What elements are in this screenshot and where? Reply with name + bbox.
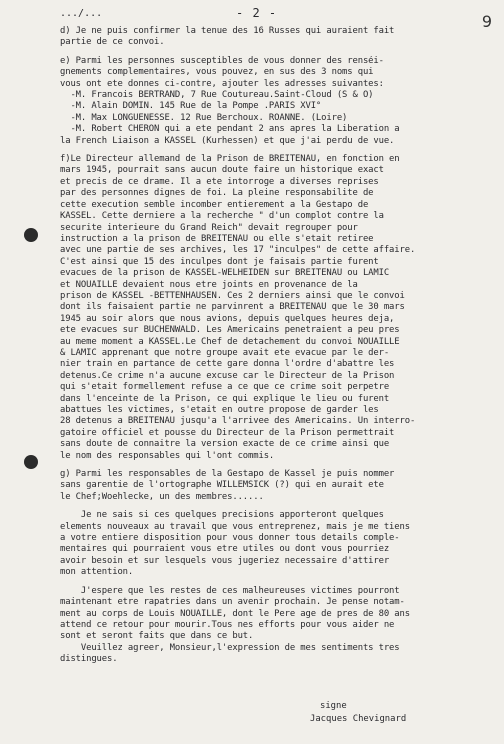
text-line: a votre entiere disposition pour vous donner tous details comple- — [60, 533, 400, 544]
text-line: sont et seront faits que dans ce but. — [60, 631, 254, 642]
text-line: le nom des responsables qui l'ont commis. — [60, 450, 275, 461]
text-line: au meme moment a KASSEL.Le Chef de detachement du convoi NOUAILLE — [60, 336, 400, 347]
text-line: instruction a la prison de BREITENAU ou elle s'etait retiree — [60, 233, 374, 244]
text-line: Veuillez agreer, Monsieur,l'expression de mes sentiments tres — [60, 642, 400, 653]
text-line: elements nouveaux au travail que vous entreprenez, mais je me tiens — [60, 521, 410, 532]
text-line: sans garentie de l'ortographe WILLEMSICK (?) qui en aurait ete — [60, 480, 384, 491]
signe-label: signe — [320, 701, 347, 711]
text-line: -M. Robert CHERON qui a ete pendant 2 ans apres la Liberation a — [60, 124, 400, 135]
text-line: avoir besoin et sur lesquels vous jugeriez necessaire d'attirer — [60, 555, 390, 566]
text-line: mars 1945, pourrait sans aucun doute faire un historique exact — [60, 165, 384, 176]
text-line: -M. Francois BERTRAND, 7 Rue Coutureau.Saint-Cloud (S & O) — [60, 90, 374, 101]
paragraph-d — [60, 26, 492, 49]
paragraph-closing2 — [60, 586, 492, 666]
text-line: sans doute de connaitre la version exacte de ce crime ainsi que — [60, 439, 390, 450]
paragraph-g — [60, 469, 492, 503]
text-line: nier train en partance de cette gare donna l'ordre d'abattre les — [60, 359, 395, 370]
text-line: J'espere que les restes de ces malheureuses victimes pourront — [60, 585, 400, 596]
text-line: evacues de la prison de KASSEL-WELHEIDEN sur BREITENAU ou LAMIC — [60, 268, 390, 279]
text-line: d) Je ne puis confirmer la tenue des 16 Russes qui auraient fait — [60, 26, 395, 36]
continued-marker: .../... — [60, 8, 103, 19]
signatory-name: Jacques Chevignard — [310, 714, 407, 724]
text-line: le Chef;Woehlecke, un des membres...... — [60, 491, 264, 502]
text-line: par des personnes dignes de foi. La pleine responsabilite de — [60, 188, 374, 199]
handwritten-page-number: 9 — [481, 12, 492, 31]
text-line: vous ont ete donnes ci-contre, ajouter les adresses suivantes: — [60, 78, 384, 89]
text-line: f)Le Directeur allemand de la Prison de BREITENAU, en fonction en — [60, 154, 400, 165]
text-line: mon attention. — [60, 567, 134, 578]
paragraph-e — [60, 56, 492, 147]
text-line: & LAMIC apprenant que notre groupe avait ete evacue par le der- — [60, 347, 390, 358]
text-line: avec une partie de ses archives, les 17 "inculpes" de cette affaire. — [60, 245, 416, 256]
text-line: distingues. — [60, 654, 118, 665]
text-line: attend ce retour pour mourir.Tous nes efforts pour vous aider ne — [60, 619, 395, 630]
paragraph-f — [60, 154, 492, 462]
punch-hole — [24, 228, 38, 242]
text-line: KASSEL. Cette derniere a la recherche " d'un complot contre la — [60, 211, 384, 222]
text-line: gatoire officiel et pousse du Directeur de la Prison permettrait — [60, 427, 395, 438]
signature-block — [310, 700, 406, 726]
text-line: dans l'enceinte de la Prison, ce qui explique le lieu ou furent — [60, 393, 390, 404]
text-line: et NOUAILLE devaient nous etre joints en provenance de la — [60, 279, 358, 290]
text-line: abattues les victimes, s'etait en outre propose de garder les — [60, 405, 379, 415]
text-line: prison de KASSEL -BETTENHAUSEN. Ces 2 derniers ainsi que le convoi — [60, 290, 405, 301]
text-line: ment au corps de Louis NOUAILLE, dont le Pere age de pres de 80 ans — [60, 608, 410, 619]
text-line: cette execution semble incomber entierement a la Gestapo de — [60, 199, 369, 210]
text-line: qui s'etait formellement refuse a ce que ce crime soit perpetre — [60, 382, 390, 393]
text-line: 1945 au soir alors que nous avions, depuis quelques heures deja, — [60, 313, 395, 324]
text-line: g) Parmi les responsables de la Gestapo de Kassel je puis nommer — [60, 469, 395, 480]
paragraph-closing1 — [60, 510, 492, 578]
text-line: C'est ainsi que 15 des inculpes dont je faisais partie furent — [60, 256, 379, 267]
text-line: -M. Alain DOMIN. 145 Rue de la Pompe .PARIS XVI° — [60, 101, 322, 112]
text-line: detenus.Ce crime n'a aucune excuse car le Directeur de la Prison — [60, 370, 395, 381]
text-line: -M. Max LONGUENESSE. 12 Rue Berchoux. ROANNE. (Loire) — [60, 112, 348, 123]
text-line: partie de ce convoi. — [60, 37, 165, 48]
punch-hole — [24, 455, 38, 469]
text-line: e) Parmi les personnes susceptibles de vous donner des renséi- — [60, 55, 384, 66]
text-line: 28 detenus a BREITENAU jusqu'a l'arrivee des Americains. Un interro- — [60, 416, 416, 427]
text-line: Je ne sais si ces quelques precisions apporteront quelques — [60, 510, 384, 521]
text-line: gnements complementaires, vous pouvez, en sus des 3 noms qui — [60, 67, 374, 78]
text-line: la French Liaison a KASSEL (Kurhessen) et que j'ai perdu de vue. — [60, 135, 395, 146]
text-line: mentaires qui pourraient vous etre utiles ou dont vous pourriez — [60, 544, 390, 555]
text-line: et precis de ce drame. Il a ete intorroge a diverses reprises — [60, 176, 379, 187]
text-line: maintenant etre rapatries dans un avenir prochain. Je pense notam- — [60, 597, 405, 608]
text-line: securite interieure du Grand Reich" devait regrouper pour — [60, 222, 358, 233]
text-line: ete evacues sur BUCHENWALD. Les Americains penetraient a peu pres — [60, 325, 400, 336]
page-number: - 2 - — [236, 6, 278, 20]
letter-body — [60, 26, 492, 673]
text-line: dont ils faisaient partie ne parvinrent a BREITENAU que le 30 mars — [60, 302, 405, 313]
